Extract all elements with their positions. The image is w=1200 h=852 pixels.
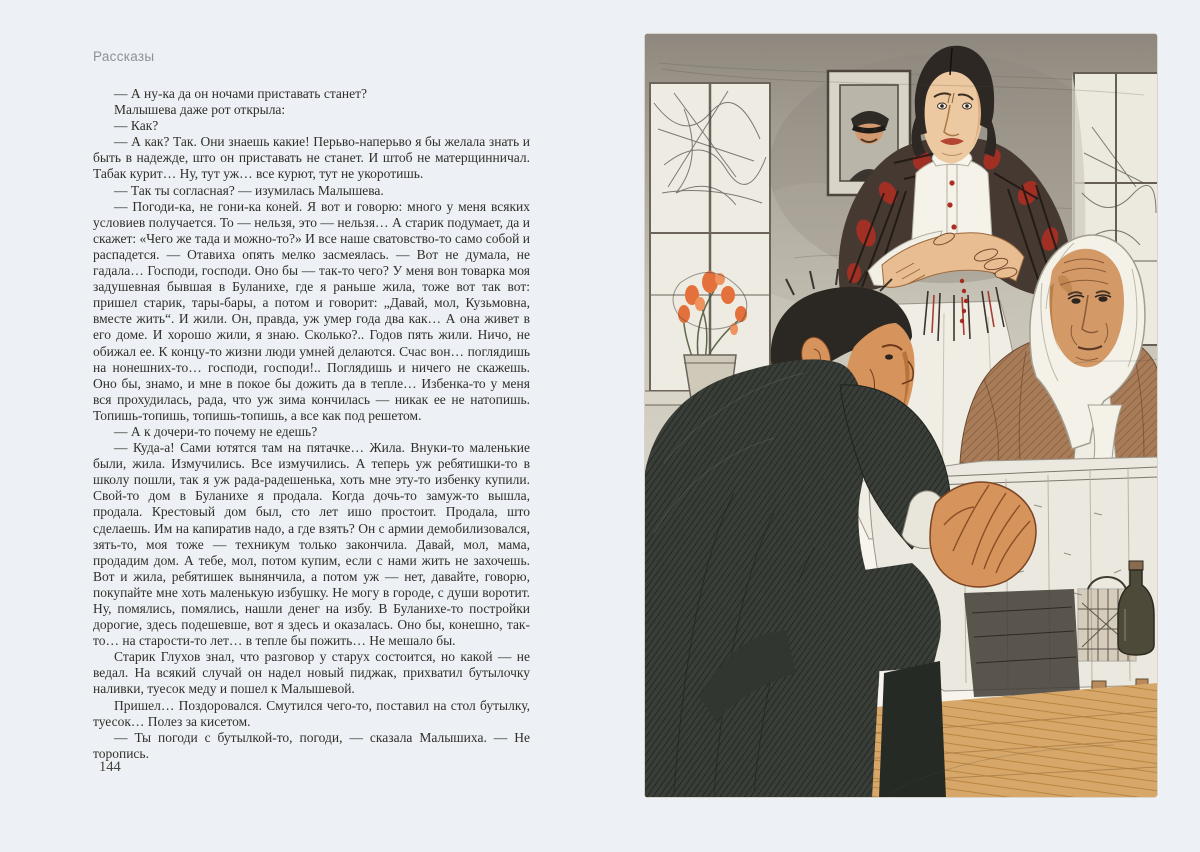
paragraph: — А ну-ка да он ночами приставать станет? [114,86,367,101]
paragraph: — А к дочери-то почему не едешь? [114,423,318,439]
paragraph: — Ты погоди с бутылкой-то, погоди, — сказала Малышиха. — Не торопись. [93,729,530,761]
paragraph: Пришел… Поздоровался. Смутился чего-то, поставил на стол бутылку, туесок… Полез за кисетом. [93,697,530,729]
paragraph: — Куда-а! Сами ютятся там на пятачке… Жила. Внуки-то маленькие были, жила. Измучились. Все измучились. А теперь уж ребятишки-то в школу пошли, так я уж рада-радешенька, хоть мне эту-то избенку купили. Свой-то дом в Буланихе я продала. Когда дочь-то замуж-то вышла, продала. Крестовый дом был, сто лет ишо простоит. Продала, што сделаешь. Им на капиратив надо, а где взять? Он с армии демобилизовался, зять-то, моя тоже — техникум только закончила. Давай, мол, мама, продадим дом. А тебе, мол, потом купим, если с нами жить не захочешь. Вот и жила, ребятишек вынянчила, а потом уж — нет, давайте, говорю, покупайте мне хоть маленькую избушку. Не могу в городе, с души воротит. Ну, помялись, помялись, нашли денег на избу. В Буланихе-то постройки дорогие, здесь подешевше, вот я здесь и оказалась. Оно бы, конешно, так-то… на старости-то лет… в тепле бы пожить… Не мешало бы. [93,440,530,649]
illustration-svg [644,33,1158,798]
paragraph: Малышева даже рот открыла: [114,102,286,118]
paragraph: — Как? [114,118,159,134]
man-shin [879,661,946,798]
running-head: Рассказы [93,49,155,64]
paragraph: — Так ты согласная? — изумилась Малышева. [114,182,384,198]
body-text [93,86,530,770]
illustration [644,33,1158,798]
paragraph: — Погоди-ка, не гони-ка коней. Я вот и говорю: много у меня всяких условиев получается. То — нельзя, это — нельзя… А старик подумает, да и скажет: «Чего же тада и можно-то?» И все наше сватовство-то само собой и распадется. — Отавиха опять мелко засмеялась. — Вот не думала, не гадала… Господи, господи. Оно бы — так-то чего? У меня вон товарка моя задушевная бывшая в Буланихе, где я раньше жила, тоже вот так вот: пришел старик, тары-бары, а потом и говорит: „Давай, мол, Кузьмовна, вместе жить“. И жили. Он, правда, уж умер года два как… А она живет в его доме. И хорошо жили, я знаю. Сколько?.. Годов пять жили. Ничо, не обижал ее. К концу-то жизни люди умней делаются. Счас вон… поглядишь на нонешних-то… господи, господи!.. Поглядишь и ничего не скажешь. Оно бы, знамо, и мне в покое бы дожить да в тепле… Избенка-то у меня вся прохудилась, рада, что уж зима кончилась — никак ее не натопишь. Топишь-топишь, топишь-топишь, а все как под решетом. [93,198,530,423]
paragraph: Старик Глухов знал, что разговор у старух состоится, но какой — не ведал. На всякий случай он надел новый пиджак, прихватил бутылочку наливки, туесок меду и пошел к Малышевой. [93,649,530,697]
paragraph: — А как? Так. Они знаешь какие! Перьво-наперьво я бы желала знать и быть в надежде, што он приставать не станет. И штоб не матерщинничал. Табак курит… Ну, тут уж… все курют, тут не укоротишь. [93,134,530,182]
page-number: 144 [99,759,121,775]
